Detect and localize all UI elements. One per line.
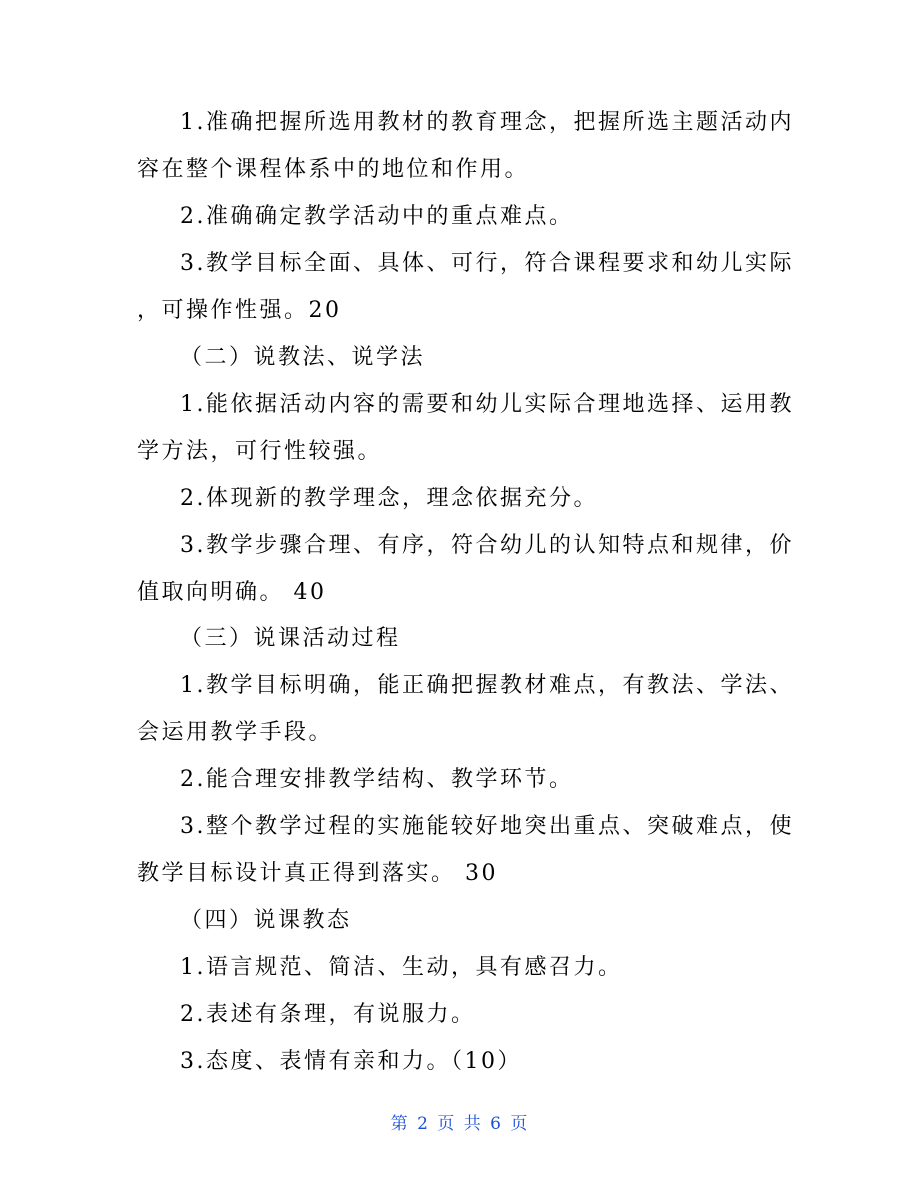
text-line: 3.态度、表情有亲和力。（10） — [180, 1049, 522, 1074]
text-line: 2.体现新的教学理念，理念依据充分。 — [180, 486, 598, 511]
text-line: ，可操作性强。20 — [137, 298, 342, 323]
text-line: 学方法，可行性较强。 — [137, 439, 383, 464]
text-line: 1.准确把握所选用教材的教育理念，把握所选主题活动内 — [180, 110, 794, 135]
text-line: 2.能合理安排教学结构、教学环节。 — [180, 767, 574, 792]
section-heading: （四）说课教态 — [180, 908, 352, 933]
text-line: 3.教学步骤合理、有序，符合幼儿的认知特点和规律，价 — [180, 533, 794, 558]
page-number-footer: 第 2 页 共 6 页 — [390, 1114, 530, 1134]
text-line: 教学目标设计真正得到落实。 30 — [137, 861, 498, 886]
text-line: 会运用教学手段。 — [137, 720, 334, 745]
text-line: 值取向明确。 40 — [137, 580, 327, 605]
text-line: 2.表述有条理，有说服力。 — [180, 1002, 476, 1027]
text-line: 容在整个课程体系中的地位和作用。 — [137, 157, 530, 182]
text-line: 1.教学目标明确，能正确把握教材难点，有教法、学法、 — [180, 673, 794, 698]
text-line: 3.教学目标全面、具体、可行，符合课程要求和幼儿实际 — [180, 251, 794, 276]
section-heading: （二）说教法、说学法 — [180, 345, 426, 370]
text-line: 3.整个教学过程的实施能较好地突出重点、突破难点，使 — [180, 814, 794, 839]
text-line: 2.准确确定教学活动中的重点难点。 — [180, 204, 574, 229]
section-heading: （三）说课活动过程 — [180, 626, 401, 651]
text-line: 1.语言规范、简洁、生动，具有感召力。 — [180, 955, 623, 980]
text-line: 1.能依据活动内容的需要和幼儿实际合理地选择、运用教 — [180, 392, 794, 417]
